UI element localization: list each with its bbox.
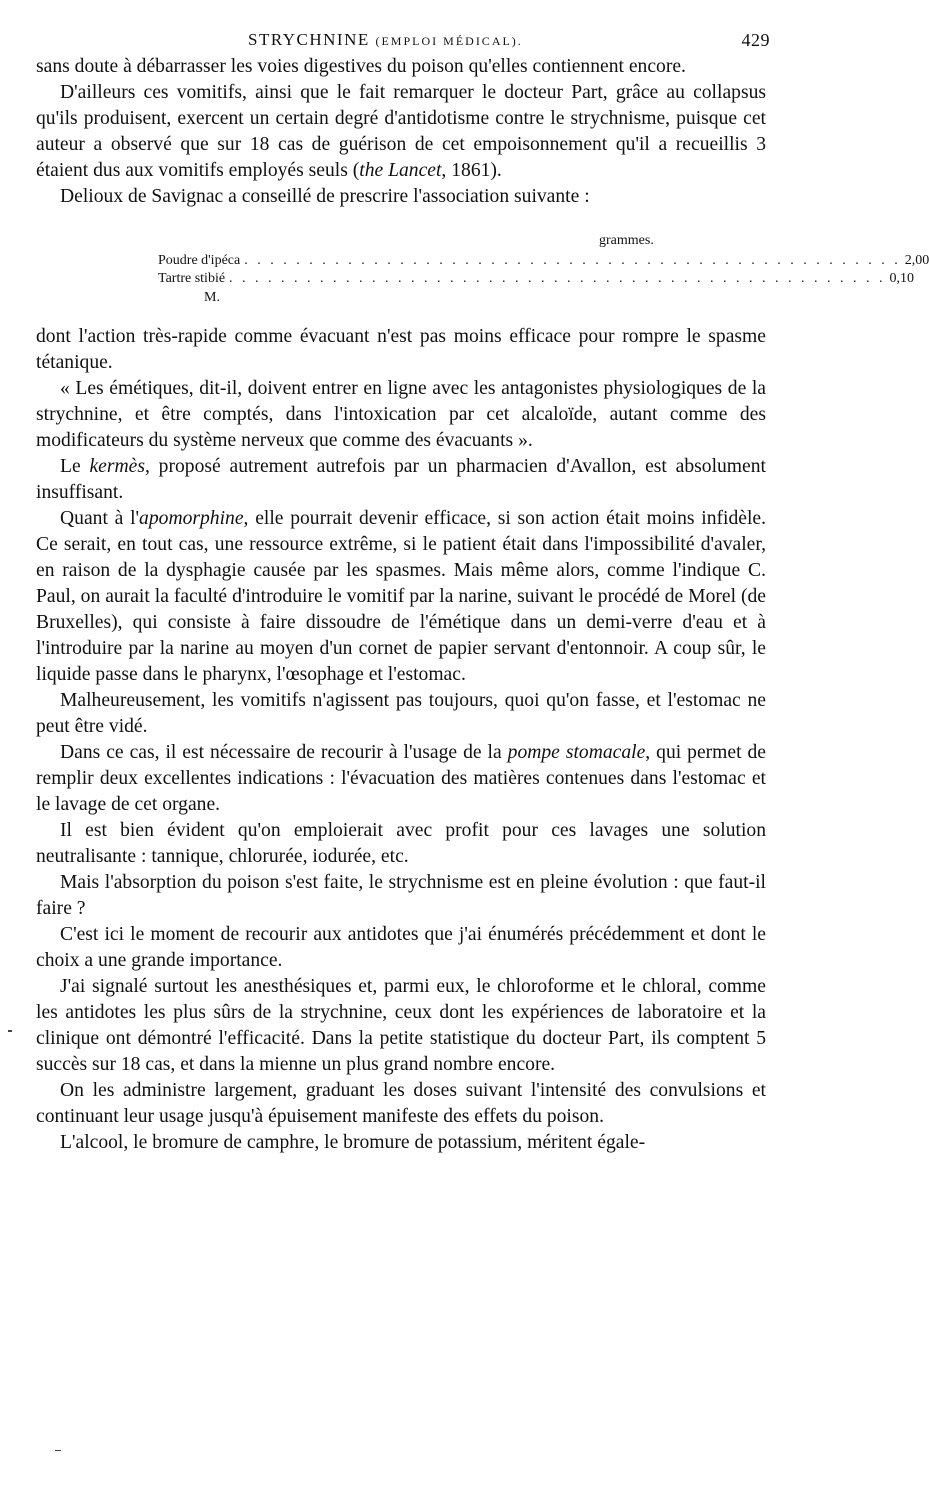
text-span: Le [60,456,90,477]
paragraph-apomorphine [36,506,766,688]
paragraph-continued: sans doute à débarrasser les voies digestives du poison qu'elles contiennent encore. [36,56,686,77]
prescription-item-value: 0,10 [889,271,915,286]
text-span: Quant à l' [60,508,140,529]
italic-term: apomorphine [139,508,244,529]
paragraph-administre: On les administre largement, graduant les doses suivant l'intensité des convulsions et continuant leur usage jusqu'à épuisement manifeste des effets du poison. [36,1080,766,1127]
page [36,28,929,1156]
page-number: 429 [741,30,770,50]
prescription-mix-mark: M. [204,290,220,305]
italic-term: pompe stomacale [507,742,646,763]
prescription-item-name: Poudre d'ipéca [158,253,241,268]
paragraph-text: D'ailleurs ces vomitifs, ainsi que le fait remarquer le docteur Part, grâce au collapsus qu'ils produisent, exercent un certain degré d'antidotisme contre le strychnisme, puisque cet auteur a observé que sur 18 cas de guérison de cet empoisonnement qu'il a recueillis 3 étaient dus aux vomitifs employés seuls ( [36,82,766,181]
paragraph-delioux: Delioux de Savignac a conseillé de prescrire l'association suivante : [60,186,590,207]
citation-title: the Lancet [359,160,442,181]
prescription-row [158,270,915,288]
paragraph-evident: Il est bien évident qu'on emploierait avec profit pour ces lavages une solution neutralisante : tannique, chlorurée, iodurée, etc. [36,820,766,867]
running-title-main: STRYCHNINE [248,30,370,49]
paragraph-absorption: Mais l'absorption du poison s'est faite, le strychnisme est en pleine évolution : que faut-il faire ? [36,872,766,919]
prescription-item-value: 2,00 [904,253,929,268]
paragraph-alcool: L'alcool, le bromure de camphre, le bromure de potassium, méritent égale- [60,1132,646,1153]
citation-year: , 1861). [441,160,502,181]
paragraph-kermes [36,454,766,506]
print-speck [55,1450,61,1451]
running-header [36,28,770,54]
text-span: Dans ce cas, il est nécessaire de recourir à l'usage de la [60,742,508,763]
text-span: , qui permet de remplir deux excellentes indications : l'évacuation des matières contenues dans l'estomac et le lavage de cet organe. [36,742,766,815]
text-span: , proposé autrement autrefois par un pharmacien d'Avallon, est absolument insuffisant. [36,456,766,503]
paragraph-pompe [36,740,766,818]
prescription-row [158,252,929,270]
paragraph-moment: C'est ici le moment de recourir aux antidotes que j'ai énumérés précédemment et dont le choix a une grande importance. [36,924,766,971]
paragraph-dailleurs [36,80,766,184]
prescription-unit: grammes. [599,233,654,248]
paragraph-signale: J'ai signalé surtout les anesthésiques et, parmi eux, le chloroforme et le chloral, comme les antidotes les plus sûrs de la strychnine, ceux dont les expériences de laboratoire et la clinique ont démontré l'efficacité. Dans la petite statistique du docteur Part, ils comptent 5 succès sur 18 cas, et dans la mienne un plus grand nombre encore. [36,976,766,1075]
paragraph-dont: dont l'action très-rapide comme évacuant n'est pas moins efficace pour rompre le spasme tétanique. [36,326,766,373]
body-text [36,54,929,1156]
leader-dots: . . . . . . . . . . . . . . . . . . . . . . . . . . . . . . . . . . . . . . . . . . . . . . . . . . . [244,253,901,268]
paragraph-malheureusement: Malheureusement, les vomitifs n'agissent pas toujours, quoi qu'on fasse, et l'estomac ne peut être vidé. [36,690,766,737]
prescription-table [36,232,929,305]
text-span: , elle pourrait devenir efficace, si son action était moins infidèle. Ce serait, en tout cas, une ressource extrême, si le patient était dans l'impossibilité d'avaler, en raison de la dysphagie causée par les spasmes. Mais même alors, comme l'indique C. Paul, on aurait la faculté d'introduire le vomitif par la narine, suivant le procédé de Morel (de Bruxelles), qui consiste à faire dissoudre de l'émétique dans un demi-verre d'eau et à l'introduire par la narine au moyen d'un cornet de papier servant d'entonnoir. A coup sûr, le liquide passe dans le pharynx, l'œsophage et l'estomac. [36,508,766,685]
paragraph-emetiques: « Les émétiques, dit-il, doivent entrer en ligne avec les antagonistes physiologiques de la strychnine, et être comptés, dans l'intoxication par cet alcaloïde, autant comme des modificateurs du système nerveux que comme des évacuants ». [36,378,766,451]
leader-dots: . . . . . . . . . . . . . . . . . . . . . . . . . . . . . . . . . . . . . . . . . . . . . . . . . . . [229,271,886,286]
italic-term: kermès [89,456,145,477]
print-speck [8,1030,12,1032]
running-title-small: (EMPLOI MÉDICAL). [375,34,523,48]
running-title [248,30,523,50]
prescription-item-name: Tartre stibié [158,271,226,286]
